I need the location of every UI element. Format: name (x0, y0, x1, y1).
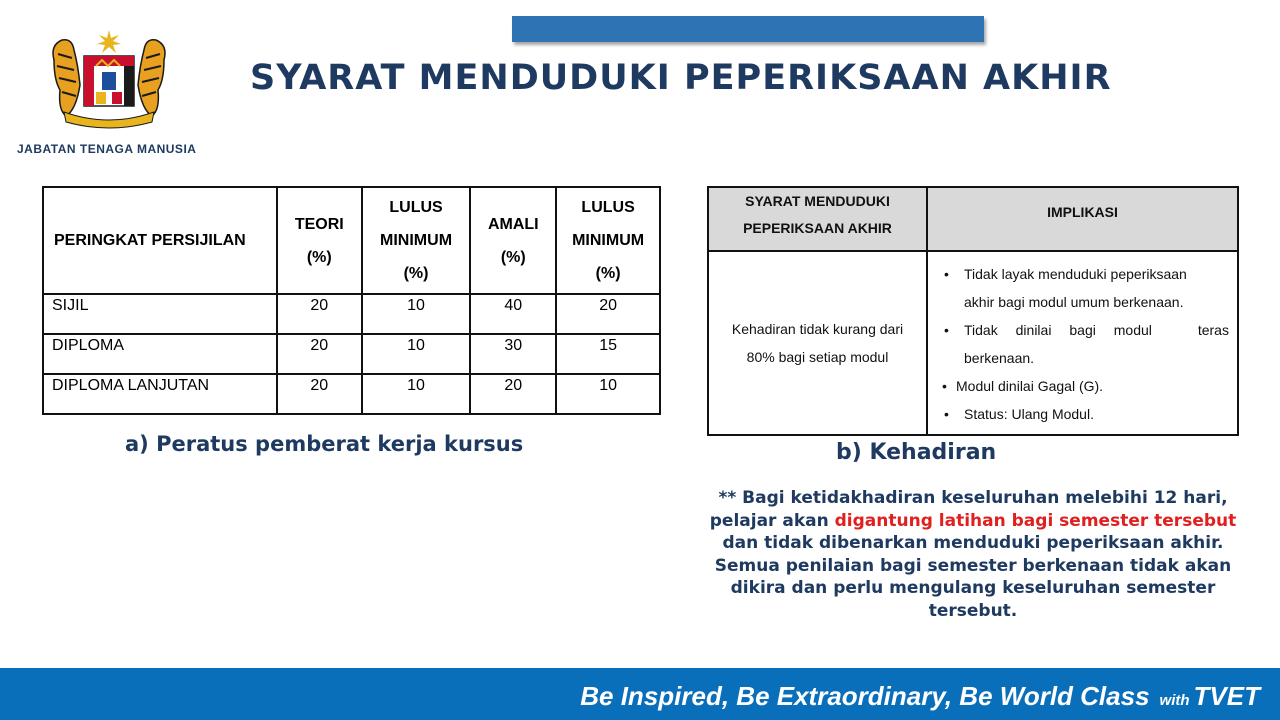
cell-level: DIPLOMA LANJUTAN (43, 374, 277, 414)
cell-level: SIJIL (43, 294, 277, 334)
table-header-row (43, 187, 660, 294)
cell-lulus-teori: 10 (362, 374, 471, 414)
caption-course-weight: a) Peratus pemberat kerja kursus (125, 432, 524, 456)
table-header-row (708, 187, 1238, 251)
note-highlight: digantung latihan bagi semester tersebut (834, 510, 1237, 531)
table-row (43, 334, 660, 374)
cell-lulus-amali: 15 (556, 334, 660, 374)
cell-amali: 20 (470, 374, 556, 414)
cell-level: DIPLOMA (43, 334, 277, 374)
cell-teori: 20 (277, 294, 362, 334)
attendance-note: ** Bagi ketidakhadiran keseluruhan melebihi 12 hari, pelajar akan digantung latihan bagi semester tersebut dan tidak dibenarkan menduduki peperiksaan akhir. Semua penilaian bagi semester berkenaan tidak akan dikira dan perlu mengulang keseluruhan semester tersebut. (709, 488, 1237, 621)
caption-attendance: b) Kehadiran (836, 440, 997, 465)
cell-amali: 30 (470, 334, 556, 374)
footer-bar (0, 668, 1280, 720)
cell-condition: Kehadiran tidak kurang dari 80% bagi setiap modul (708, 251, 927, 435)
header-lulus-minimum-teori: LULUS MINIMUM (%) (362, 187, 471, 294)
agency-name: JABATAN TENAGA MANUSIA (17, 142, 197, 156)
footer-slogan: Be Inspired, Be Extraordinary, Be World Class with TVET (580, 681, 1260, 711)
list-item: • Tidak layak menduduki peperiksaan akhir bagi modul umum berkenaan. (942, 260, 1229, 316)
table-row (708, 251, 1238, 435)
header-amali: AMALI (%) (470, 187, 556, 294)
cell-implications (927, 251, 1238, 435)
bullet-icon: • (944, 322, 949, 338)
cell-teori: 20 (277, 334, 362, 374)
table-row (43, 294, 660, 334)
page-title: SYARAT MENDUDUKI PEPERIKSAAN AKHIR (250, 58, 1112, 98)
malaysia-coat-of-arms-icon (44, 30, 174, 130)
header-teori: TEORI (%) (277, 187, 362, 294)
list-item: • Modul dinilai Gagal (G). (942, 372, 1229, 400)
cell-amali: 40 (470, 294, 556, 334)
implication-list (942, 260, 1229, 428)
header-implikasi: IMPLIKASI (927, 187, 1238, 251)
bullet-icon: • (944, 406, 949, 422)
table-row (43, 374, 660, 414)
bullet-icon: • (944, 266, 949, 282)
cell-lulus-amali: 10 (556, 374, 660, 414)
list-item: • Tidak dinilai bagi modul teras berkenaan. (942, 316, 1229, 372)
header-peringkat: PERINGKAT PERSIJILAN (43, 187, 277, 294)
header-lulus-minimum-amali: LULUS MINIMUM (%) (556, 187, 660, 294)
title-accent-bar (512, 16, 984, 42)
list-item: • Status: Ulang Modul. (942, 400, 1229, 428)
cell-lulus-amali: 20 (556, 294, 660, 334)
header-syarat: SYARAT MENDUDUKI PEPERIKSAAN AKHIR (708, 187, 927, 251)
bullet-icon: • (942, 378, 947, 394)
course-weight-table (42, 186, 661, 415)
cell-teori: 20 (277, 374, 362, 414)
cell-lulus-teori: 10 (362, 334, 471, 374)
attendance-table (707, 186, 1239, 436)
cell-lulus-teori: 10 (362, 294, 471, 334)
